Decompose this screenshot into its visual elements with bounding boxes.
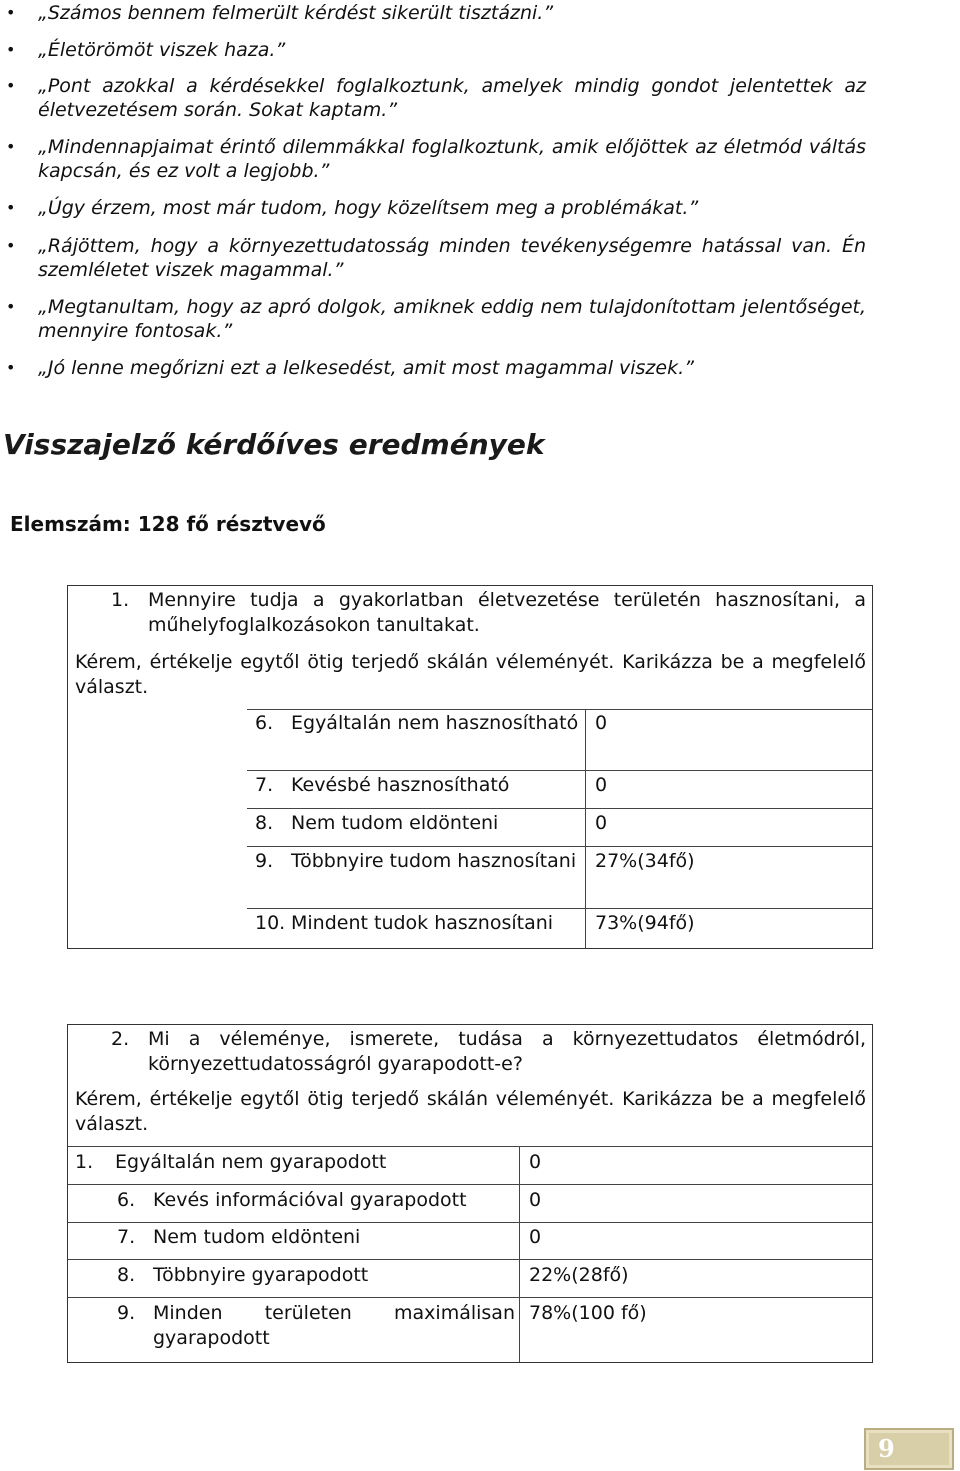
row-number: 10.	[255, 912, 286, 934]
table-divider	[247, 846, 872, 847]
question-text: Mennyire tudja a gyakorlatban életvezetése területén hasznosítani, a műhelyfoglalkozásokon tanultakat.	[148, 589, 866, 636]
table-divider	[68, 1184, 872, 1185]
row-number: 7.	[117, 1226, 136, 1248]
row-number: 9.	[255, 850, 274, 872]
row-label: Egyáltalán nem hasznosítható	[291, 712, 579, 734]
row-label: Többnyire tudom hasznosítani	[291, 850, 577, 872]
row-value: 73%(94fő)	[595, 912, 695, 934]
quote-text: „Úgy érzem, most már tudom, hogy közelítsem meg a problémákat.”	[38, 197, 699, 219]
row-label: Kevésbé hasznosítható	[291, 774, 510, 796]
row-value: 0	[595, 774, 608, 796]
quote-item	[6, 1, 866, 25]
table-divider	[247, 808, 872, 809]
table-divider	[68, 1146, 872, 1147]
row-number: 8.	[117, 1264, 136, 1286]
row-value: 0	[529, 1226, 542, 1248]
row-number: 7.	[255, 774, 274, 796]
instruction-text: Kérem, értékelje egytől ötig terjedő skálán véleményét. Karikázza be a megfelelő választ.	[75, 651, 866, 698]
bullet-icon: •	[6, 137, 16, 156]
row-label: Nem tudom eldönteni	[153, 1226, 361, 1248]
row-label: Nem tudom eldönteni	[291, 812, 499, 834]
question-text: Mi a véleménye, ismerete, tudása a környezettudatos életmódról, környezettudatosságról gyarapodott-e?	[148, 1028, 866, 1075]
quote-item	[6, 38, 866, 62]
table-divider	[247, 908, 872, 909]
row-value: 0	[529, 1189, 542, 1211]
question-2-box	[67, 1024, 873, 1363]
table-divider	[585, 709, 586, 948]
page-number: 9	[878, 1434, 895, 1463]
row-label: Minden területen maximálisan gyarapodott	[153, 1302, 515, 1349]
row-value: 27%(34fő)	[595, 850, 695, 872]
bullet-icon: •	[6, 297, 16, 316]
table-divider	[68, 1222, 872, 1223]
bullet-icon: •	[6, 236, 16, 255]
row-value: 0	[595, 712, 608, 734]
quote-text: „Mindennapjaimat érintő dilemmákkal foglalkoztunk, amik előjöttek az életmód váltás kapcsán, és ez volt a legjobb.”	[38, 136, 866, 182]
bullet-icon: •	[6, 3, 16, 22]
question-number: 2.	[111, 1028, 130, 1050]
quote-item	[6, 74, 866, 122]
quote-item	[6, 295, 866, 343]
question-1-box	[67, 585, 873, 949]
row-label: Kevés információval gyarapodott	[153, 1189, 467, 1211]
table-divider	[519, 1146, 520, 1362]
quote-item	[6, 196, 866, 220]
row-value: 78%(100 fő)	[529, 1302, 647, 1324]
quote-text: „Életörömöt viszek haza.”	[38, 39, 286, 61]
quote-text: „Számos bennem felmerült kérdést sikerült tisztázni.”	[38, 2, 554, 24]
row-label: Egyáltalán nem gyarapodott	[115, 1151, 387, 1173]
bullet-icon: •	[6, 40, 16, 59]
bullet-icon: •	[6, 358, 16, 377]
quote-text: „Pont azokkal a kérdésekkel foglalkoztunk, amelyek mindig gondot jelentettek az életvezetésem során. Sokat kaptam.”	[38, 75, 866, 121]
row-number: 6.	[117, 1189, 136, 1211]
row-label: Mindent tudok hasznosítani	[291, 912, 554, 934]
quote-text: „Megtanultam, hogy az apró dolgok, amiknek eddig nem tulajdonítottam jelentőséget, mennyire fontosak.”	[38, 296, 866, 342]
table-divider	[247, 770, 872, 771]
question-number: 1.	[111, 589, 130, 611]
quote-item	[6, 135, 866, 183]
section-heading: Visszajelző kérdőíves eredmények	[3, 428, 545, 461]
row-label: Többnyire gyarapodott	[153, 1264, 369, 1286]
page-number-badge	[864, 1428, 954, 1470]
quote-item	[6, 234, 866, 282]
row-number: 1.	[75, 1151, 94, 1173]
sample-size: Elemszám: 128 fő résztvevő	[10, 512, 326, 536]
table-divider	[247, 709, 872, 710]
row-value: 0	[529, 1151, 542, 1173]
quote-text: „Jó lenne megőrizni ezt a lelkesedést, amit most magammal viszek.”	[38, 357, 694, 379]
bullet-icon: •	[6, 76, 16, 95]
row-value: 22%(28fő)	[529, 1264, 629, 1286]
row-number: 8.	[255, 812, 274, 834]
table-divider	[68, 1297, 872, 1298]
table-divider	[68, 1259, 872, 1260]
row-value: 0	[595, 812, 608, 834]
quote-item	[6, 356, 866, 380]
instruction-text: Kérem, értékelje egytől ötig terjedő skálán véleményét. Karikázza be a megfelelő választ.	[75, 1088, 866, 1135]
quote-text: „Rájöttem, hogy a környezettudatosság minden tevékenységemre hatással van. Én szemléletet viszek magammal.”	[38, 235, 866, 281]
bullet-icon: •	[6, 198, 16, 217]
row-number: 9.	[117, 1302, 136, 1324]
row-number: 6.	[255, 712, 274, 734]
